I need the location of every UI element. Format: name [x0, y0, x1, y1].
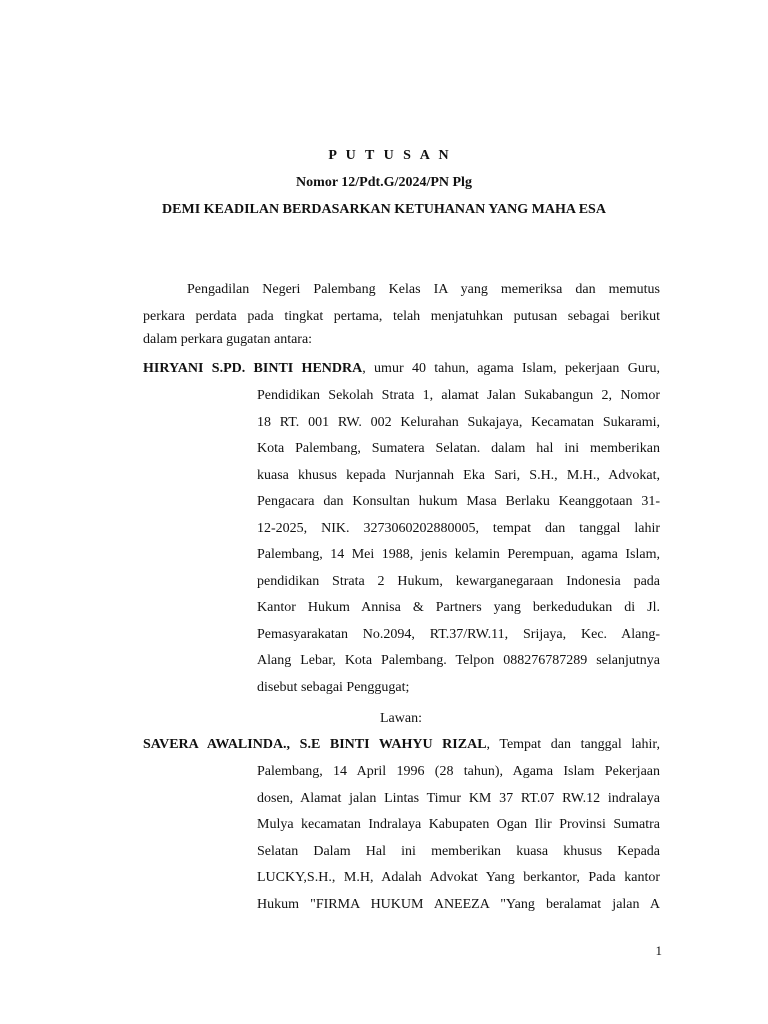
defendant-line: dosen, Alamat jalan Lintas Timur KM 37 RT.07 RW.12 indralaya [257, 790, 660, 806]
defendant-line: LUCKY,S.H., M.H, Adalah Advokat Yang berkantor, Pada kantor [257, 870, 660, 885]
intro-line: Pengadilan Negeri Palembang Kelas IA yang memeriksa dan memutus [187, 282, 660, 297]
plaintiff-line: Alang Lebar, Kota Palembang. Telpon 088276787289 selanjutnya [257, 653, 660, 668]
court-motto: DEMI KEADILAN BERDASARKAN KETUHANAN YANG MAHA ESA [162, 202, 606, 217]
defendant-line: Palembang, 14 April 1996 (28 tahun), Agama Islam Pekerjaan [257, 764, 660, 779]
plaintiff-line: kuasa khusus kepada Nurjannah Eka Sari, S.H., M.H., Advokat, [257, 467, 660, 483]
defendant-line: Selatan Dalam Hal ini memberikan kuasa khusus Kepada [257, 843, 660, 859]
defendant-name: SAVERA AWALINDA., S.E BINTI WAHYU RIZAL [143, 737, 487, 752]
plaintiff-line: Kota Palembang, Sumatera Selatan. dalam hal ini memberikan [257, 441, 660, 456]
plaintiff-details [257, 383, 660, 701]
plaintiff-line: 18 RT. 001 RW. 002 Kelurahan Sukajaya, Kecamatan Sukarami, [257, 414, 660, 430]
plaintiff-line: Kantor Hukum Annisa & Partners yang berkedudukan di Jl. [257, 600, 660, 615]
plaintiff-name: HIRYANI S.PD. BINTI HENDRA [143, 361, 363, 376]
defendant-details [257, 759, 660, 918]
plaintiff-line: Palembang, 14 Mei 1988, jenis kelamin Perempuan, agama Islam, [257, 547, 660, 562]
case-number: Nomor 12/Pdt.G/2024/PN Plg [296, 175, 472, 190]
plaintiff-line: disebut sebagai Penggugat; [257, 679, 410, 695]
plaintiff-first-line-rest: , umur 40 tahun, agama Islam, pekerjaan Guru, [362, 361, 660, 376]
intro-line: dalam perkara gugatan antara: [143, 332, 313, 347]
intro-paragraph [143, 277, 660, 350]
plaintiff-line: 12-2025, NIK. 3273060202880005, tempat dan tanggal lahir [257, 520, 660, 536]
defendant-line: Mulya kecamatan Indralaya Kabupaten Ogan Ilir Provinsi Sumatra [257, 817, 660, 832]
versus-label: Lawan: [380, 711, 422, 726]
defendant-first-line-rest: , Tempat dan tanggal lahir, [486, 737, 660, 752]
plaintiff-line: Pemasyarakatan No.2094, RT.37/RW.11, Srijaya, Kec. Alang- [257, 626, 660, 642]
plaintiff-line: pendidikan Strata 2 Hukum, kewarganegaraan Indonesia pada [257, 573, 660, 589]
plaintiff-line: Pengacara dan Konsultan hukum Masa Berlaku Keanggotaan 31- [257, 494, 660, 509]
plaintiff-line: Pendidikan Sekolah Strata 1, alamat Jalan Sukabangun 2, Nomor [257, 388, 660, 403]
defendant-first-line [143, 732, 660, 759]
plaintiff-first-line [143, 356, 660, 383]
document-title: P U T U S A N [328, 148, 452, 163]
defendant-line: Hukum "FIRMA HUKUM ANEEZA "Yang beralamat jalan A [257, 896, 660, 912]
page-number: 1 [655, 943, 662, 958]
intro-line: perkara perdata pada tingkat pertama, telah menjatuhkan putusan sebagai berikut [143, 308, 660, 324]
